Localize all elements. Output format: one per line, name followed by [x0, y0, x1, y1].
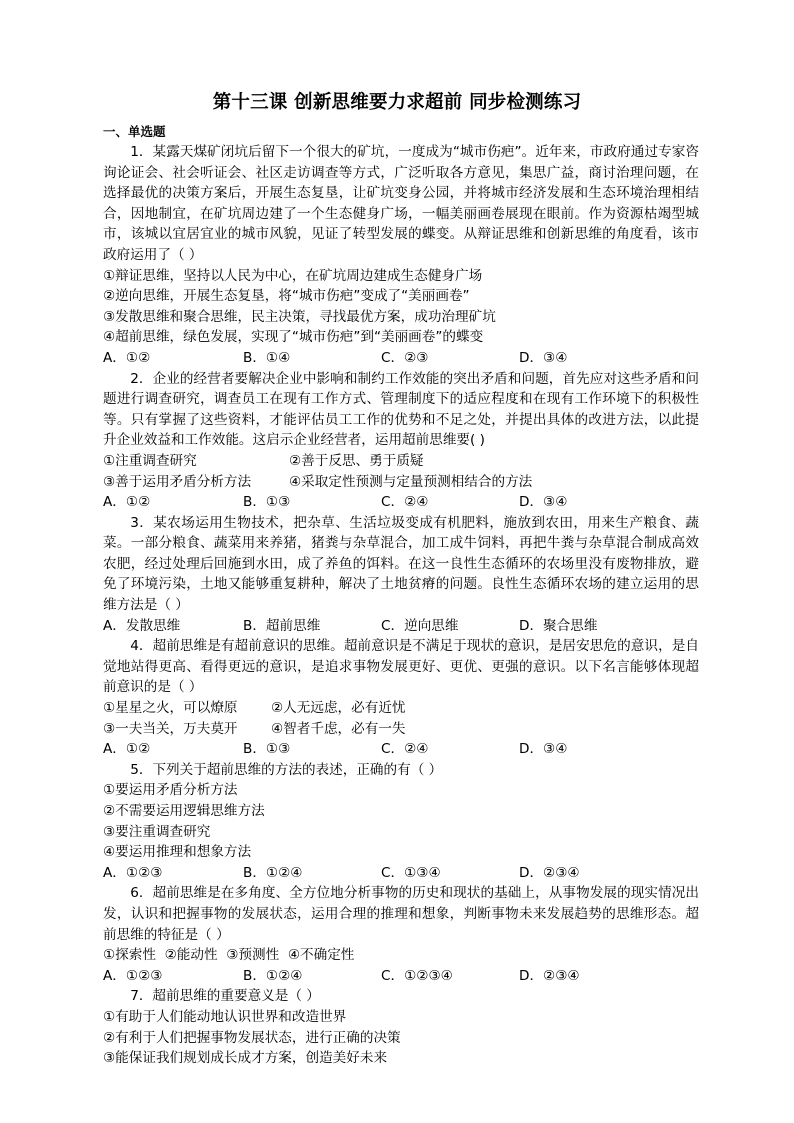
answer-a[interactable]: A．①②③ — [103, 864, 163, 881]
question-4-item-2: ②人无远虑，必有近忧 — [271, 700, 406, 717]
answer-d[interactable]: D．②③④ — [519, 864, 580, 881]
page-title: 第十三课 创新思维要力求超前 同步检测练习 — [212, 92, 582, 113]
question-1-item-3: ③发散思维和聚合思维，民主决策，寻找最优方案，成功治理矿坑 — [103, 308, 496, 325]
question-4-answers — [103, 739, 699, 760]
answer-d[interactable]: D．③④ — [519, 494, 568, 511]
question-5-stem: 5．下列关于超前思维的方法的表述，正确的有（ ） — [130, 761, 443, 778]
question-4-item-3: ③一夫当关，万夫莫开 — [103, 720, 238, 737]
answer-c[interactable]: C．②③ — [381, 349, 429, 366]
answer-a[interactable]: A．发散思维 — [103, 617, 181, 634]
section-heading: 一、单选题 — [103, 124, 166, 139]
question-2-item-4: ④采取定性预测与定量预测相结合的方法 — [289, 473, 533, 490]
question-2-items-row-1 — [103, 451, 699, 472]
question-2-item-2: ②善于反思、勇于质疑 — [289, 452, 424, 469]
question-1-item-4: ④超前思维，绿色发展，实现了“城市伤疤”到“美丽画卷”的蝶变 — [103, 329, 484, 346]
answer-b[interactable]: B．①②④ — [243, 967, 303, 984]
question-4-item-1: ①星星之火，可以燎原 — [103, 700, 238, 717]
answer-c[interactable]: C．①③④ — [381, 864, 441, 881]
question-2-stem: 2．企业的经营者要解决企业中影响和制约工作效能的突出矛盾和问题，首先应对这些矛盾和问题进行调查研究，调查员工在现有工作方式、管理制度下的适应程度和在现有工作环境下的积极性等。只有掌握了这些资料，才能评估员工工作的优势和不足之处，并提出具体的改进方法，以此提升企业效益和工作效能。这启示企业经营者，运用超前思维要( ) — [103, 370, 699, 449]
answer-d[interactable]: D．③④ — [519, 741, 568, 758]
question-5-item-2: ②不需要运用逻辑思维方法 — [103, 803, 265, 819]
answer-c[interactable]: C．逆向思维 — [381, 617, 459, 634]
question-6-answers — [103, 966, 699, 987]
answer-c[interactable]: C．①②③④ — [381, 967, 453, 984]
answer-c[interactable]: C．②④ — [381, 741, 429, 758]
answer-d[interactable]: D．③④ — [519, 349, 568, 366]
question-7-item-2: ②有利于人们把握事物发展状态，进行正确的决策 — [103, 1029, 401, 1046]
question-6-stem: 6．超前思维是在多角度、全方位地分析事物的历史和现状的基础上，从事物发展的现实情况出发，认识和把握事物的发展状态，运用合理的推理和想象，判断事物未来发展趋势的思维形态。超前思维的特征是（ ） — [103, 885, 699, 943]
question-list — [103, 122, 699, 1069]
answer-b[interactable]: B．①③ — [243, 741, 291, 758]
question-5-answers — [103, 863, 699, 884]
question-2-item-3: ③善于运用矛盾分析方法 — [103, 473, 252, 490]
question-3-answers — [103, 616, 699, 637]
answer-a[interactable]: A．①② — [103, 741, 151, 758]
answer-b[interactable]: B．①②④ — [243, 864, 303, 881]
answer-d[interactable]: D．聚合思维 — [519, 617, 598, 634]
question-4-item-4: ④智者千虑，必有一失 — [271, 720, 406, 737]
question-2-answers — [103, 492, 699, 513]
answer-d[interactable]: D．②③④ — [519, 967, 580, 984]
question-5-item-4: ④要运用推理和想象方法 — [103, 844, 252, 861]
answer-a[interactable]: A．①②③ — [103, 967, 163, 984]
answer-b[interactable]: B．①③ — [243, 494, 291, 511]
question-1-stem: 1．某露天煤矿闭坑后留下一个很大的矿坑，一度成为“城市伤疤”。近年来，市政府通过专家咨询论证会、社会听证会、社区走访调查等方式，广泛听取各方意见，集思广益，商讨治理问题，在选择最优的决策方案后，开展生态复垦，让矿坑变身公园，并将城市经济发展和生态环境治理相结合，因地制宜，在矿坑周边建了一个生态健身广场，一幅美丽画卷展现在眼前。作为资源枯竭型城市，该城以宜居宜业的城市风貌，见证了转型发展的蝶变。从辩证思维和创新思维的角度看，该市政府运用了（ ） — [103, 144, 699, 263]
question-7-stem: 7．超前思维的重要意义是（ ） — [130, 988, 320, 1005]
question-5-item-1: ①要运用矛盾分析方法 — [103, 782, 238, 799]
question-1-item-2: ②逆向思维，开展生态复垦，将“城市伤疤”变成了“美丽画卷” — [103, 288, 470, 305]
answer-a[interactable]: A．①② — [103, 349, 151, 366]
question-4-items-row-1 — [103, 698, 699, 719]
answer-a[interactable]: A．①② — [103, 494, 151, 511]
answer-c[interactable]: C．②④ — [381, 494, 429, 511]
question-7-item-1: ①有助于人们能动地认识世界和改造世界 — [103, 1008, 347, 1025]
question-4-stem: 4．超前思维是有超前意识的思维。超前意识是不满足于现状的意识，是居安思危的意识，是自觉地站得更高、看得更远的意识，是追求事物发展更好、更优、更强的意识。以下名言能够体现超前意识的是（ ） — [103, 638, 699, 696]
question-1-item-1: ①辩证思维，坚持以人民为中心，在矿坑周边建成生态健身广场 — [103, 267, 483, 284]
question-3-stem: 3．某农场运用生物技术，把杂草、生活垃圾变成有机肥料，施放到农田，用来生产粮食、蔬菜。一部分粮食、蔬菜用来养猪，猪粪与杂草混合，加工成牛饲料，再把牛粪与杂草混合制成高效农肥，经过处理后回施到水田，成了养鱼的饵料。在这一良性生态循环的农场里没有废物排放，避免了环境污染，土地又能够重复耕种，解决了土地贫瘠的问题。良性生态循环农场的建立运用的思维方法是（ ） — [103, 514, 699, 614]
question-2-items-row-2 — [103, 472, 699, 493]
question-2-item-1: ①注重调查研究 — [103, 452, 197, 469]
question-5-item-3: ③要注重调查研究 — [103, 823, 211, 840]
answer-b[interactable]: B．①④ — [243, 349, 291, 366]
question-6-items: ①探索性 ②能动性 ③预测性 ④不确定性 — [103, 947, 355, 964]
question-4-items-row-2 — [103, 719, 699, 740]
answer-b[interactable]: B．超前思维 — [243, 617, 321, 634]
question-7-item-3: ③能保证我们规划成长成才方案，创造美好未来 — [103, 1050, 388, 1067]
question-1-answers — [103, 348, 699, 369]
